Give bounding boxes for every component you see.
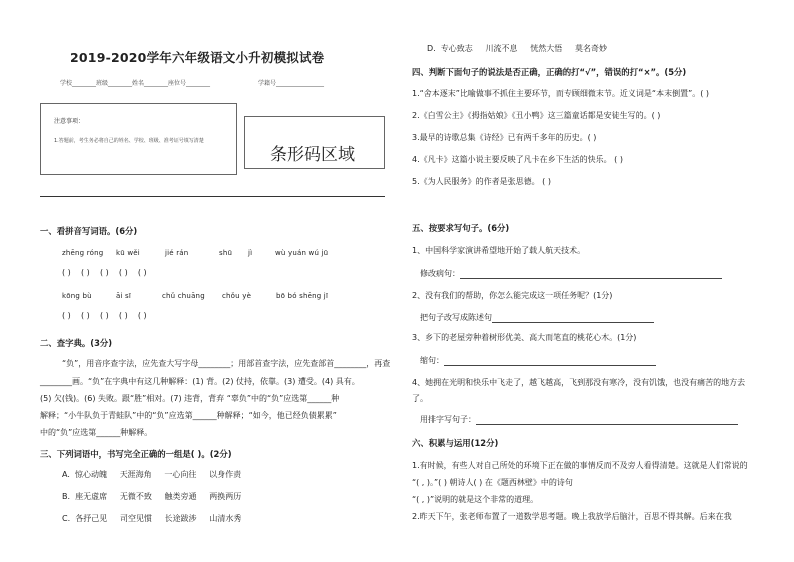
option-word: 恍然大悟	[530, 44, 563, 53]
s2-line-2: ________画。“负”在字典中有这几种解释：(1) 背。(2) 仗持，依靠。(3) 遭受。(4) 具有。	[40, 377, 360, 386]
s5-q2-label: 把句子改写成陈述句	[420, 313, 492, 322]
option-letter: D.	[427, 44, 436, 53]
option-word: 长途跋涉	[164, 514, 197, 523]
section-3-heading: 三、下列词语中，书写完全正确的一组是( )。(2分)	[40, 449, 232, 459]
s5-q2-answer[interactable]	[420, 312, 654, 323]
option-d[interactable]	[427, 43, 607, 54]
s2-line-1: “负”，用音序查字法，应先查大写字母________；用部首查字法，应先查部首________，再查	[62, 359, 391, 368]
pinyin-7: kōng bù	[62, 292, 92, 300]
pinyin-5: jì	[248, 249, 253, 257]
answer-row-1[interactable]	[62, 268, 147, 277]
section-6-heading: 六、积累与运用(12分)	[412, 438, 499, 448]
s5-q3: 3、乡下的老屋旁种着树形优美、高大而笔直的桃花心木。(1分)	[412, 333, 637, 342]
paren-2-5: ( )	[137, 311, 147, 320]
s5-q1-label: 修改病句：	[420, 269, 460, 278]
header-divider	[40, 196, 385, 197]
paren-2-2: ( )	[80, 311, 90, 320]
s4-item-2: 2.《白雪公主》《拇指姑娘》《丑小鸭》这三篇童话都是安徒生写的。( )	[412, 111, 661, 120]
s5-q2: 2、没有我们的帮助，你怎么能完成这一项任务呢？(1分)	[412, 291, 613, 300]
s4-item-5: 5.《为人民服务》的作者是张思德。 ( )	[412, 177, 551, 186]
option-b[interactable]	[62, 491, 241, 502]
s5-q1-line[interactable]	[460, 269, 722, 279]
pinyin-2: kū wěi	[116, 249, 140, 257]
s5-q4-label: 用排字写句子：	[420, 415, 476, 424]
s4-item-1: 1.“舍本逐末”比喻做事不抓住主要环节，而专顾细微末节。近义词是“本末倒置”。( )	[412, 89, 709, 98]
s5-q4-answer[interactable]	[420, 414, 738, 425]
s4-item-4: 4.《凡卡》这篇小说主要反映了凡卡在乡下生活的快乐。 ( )	[412, 155, 623, 164]
s5-q3-line[interactable]	[444, 356, 656, 366]
option-word: 座无虚席	[75, 492, 108, 501]
s5-q1: 1、中国科学家演讲希望地开始了载人航天技术。	[412, 246, 586, 255]
student-info-fields: 学校________班级________姓名________座位号________	[60, 80, 211, 87]
option-word: 天涯海角	[119, 470, 152, 479]
pinyin-4: shū	[219, 249, 233, 257]
paren-1-5: ( )	[137, 268, 147, 277]
section-4-heading: 四、判断下面句子的说法是否正确，正确的打“√”，错误的打“×”。(5分)	[412, 67, 687, 77]
option-word: 一心向往	[164, 470, 197, 479]
paren-1-3: ( )	[99, 268, 109, 277]
s2-line-5: 中的“负”应选第______种解释。	[40, 428, 153, 437]
option-a[interactable]	[62, 469, 241, 480]
option-word: 专心致志	[440, 44, 473, 53]
answer-row-2[interactable]	[62, 311, 147, 320]
s5-q4-line1: 4、她拥在光明和快乐中飞走了，越飞越高，飞到那没有寒冷，没有饥饿，也没有痛苦的地方去	[412, 378, 746, 387]
pinyin-9: chǔ chuāng	[162, 292, 205, 300]
option-word: 山清水秀	[209, 514, 242, 523]
s4-item-3: 3.最早的诗歌总集《诗经》已有两千多年的历史。( )	[412, 133, 597, 142]
pinyin-1: zhēng róng	[62, 249, 104, 257]
s6-q2-line1: 2.昨天下午，张老师布置了一道数学思考题。晚上我放学后脑汁，百思不得其解。后来在我	[412, 512, 732, 521]
option-word: 川流不息	[485, 44, 518, 53]
s2-line-3: (5) 欠(钱)。(6) 失败。跟“胜”相对。(7) 违背，背弃 “辜负”中的“负”应选第______种	[40, 394, 340, 403]
option-c[interactable]	[62, 513, 241, 524]
s2-line-4: 解释；“小牛队负于青蛙队”中的“负”应选第______种解释；“如今，他已经负债累累”	[40, 411, 337, 420]
barcode-label: 条形码区域	[270, 145, 355, 165]
paren-1-4: ( )	[118, 268, 128, 277]
paren-2-1: ( )	[62, 311, 71, 320]
s5-q3-label: 缩句：	[420, 356, 444, 365]
pinyin-8: āi sī	[116, 292, 132, 300]
s5-q4-line2: 了。	[412, 394, 428, 403]
pinyin-6: wù yuán wú jū	[275, 249, 329, 257]
s5-q4-line[interactable]	[476, 415, 738, 425]
notes-line: 1.答题前，考生务必将自己的姓名、学校、班级、准考证号填写清楚	[54, 138, 204, 144]
s6-q1-line1: 1.有时候，有些人对自己所处的环境下正在做的事情反而不及旁人看得清楚。这就是人们常说的	[412, 461, 748, 470]
option-word: 无微不致	[119, 492, 152, 501]
s6-q1-line2: “( , )。”( ) 朝诗人( ) 在《题西林壁》中的诗句	[412, 478, 573, 487]
student-id-field: 学籍号________________	[258, 80, 325, 87]
paren-2-3: ( )	[99, 311, 109, 320]
option-word: 以身作责	[209, 470, 242, 479]
option-letter: C.	[62, 514, 71, 523]
option-word: 触类旁通	[164, 492, 197, 501]
option-word: 两换两历	[209, 492, 242, 501]
s5-q3-answer[interactable]	[420, 355, 656, 366]
pinyin-10: chǒu yè	[222, 292, 252, 300]
section-2-heading: 二、查字典。(3分)	[40, 338, 113, 348]
exam-title: 2019-2020学年六年级语文小升初模拟试卷	[70, 50, 325, 65]
option-word: 莫名奇妙	[574, 44, 607, 53]
option-word: 各抒己见	[75, 514, 108, 523]
pinyin-11: bō bó shēng jī	[276, 292, 329, 300]
section-1-heading: 一、看拼音写词语。(6分)	[40, 226, 138, 236]
paren-1-2: ( )	[80, 268, 90, 277]
s5-q2-line[interactable]	[492, 313, 654, 323]
paren-2-4: ( )	[118, 311, 128, 320]
option-letter: B.	[62, 492, 71, 501]
option-word: 惊心动魄	[74, 470, 107, 479]
pinyin-3: jié rán	[165, 249, 189, 257]
paren-1-1: ( )	[62, 268, 71, 277]
option-word: 司空见惯	[119, 514, 152, 523]
section-5-heading: 五、按要求写句子。(6分)	[412, 223, 510, 233]
s6-q1-line3: “( , )”说明的就是这个非常的道理。	[412, 495, 539, 504]
option-letter: A.	[62, 470, 70, 479]
s5-q1-answer[interactable]	[420, 268, 722, 279]
notes-title: 注意事项：	[54, 118, 85, 125]
